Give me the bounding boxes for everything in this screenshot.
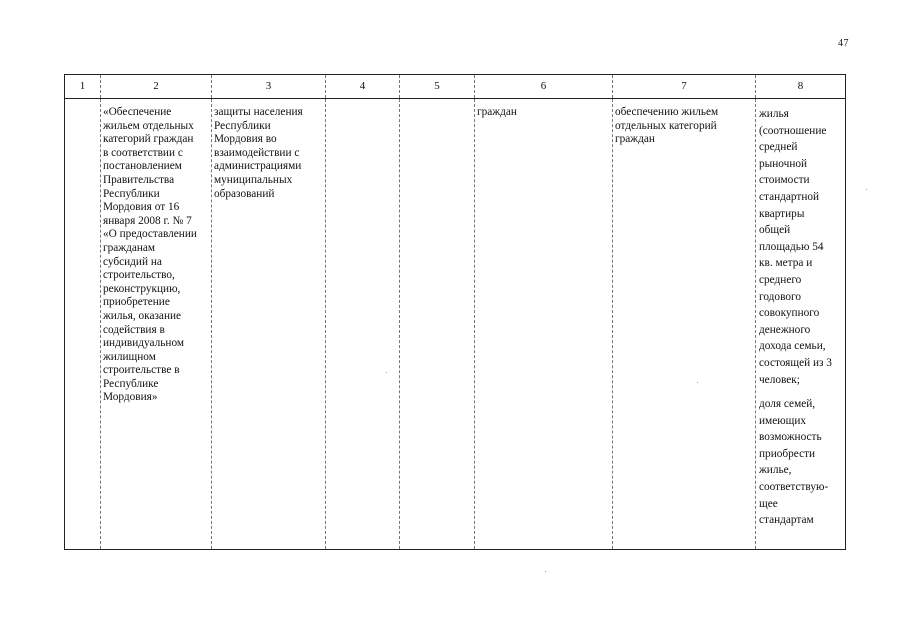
column-header-7: 7 (613, 75, 756, 99)
col7-text: обеспечению жильем отдельных категорий граждан (615, 106, 719, 146)
indicator-paragraph-1: жилья (соотношение средней рыночной стоимости стандартной квартиры общей площадью 54 кв. метра и среднего годового совокупного денежного дохода семьи, состоящей из 3 человек; (759, 108, 832, 386)
cell-col4 (326, 99, 400, 550)
scan-speck (545, 571, 546, 572)
cell-col8 (756, 99, 846, 550)
column-header-2: 2 (101, 75, 212, 99)
cell-col5 (400, 99, 475, 550)
column-header-3: 3 (212, 75, 326, 99)
column-header-6: 6 (475, 75, 613, 99)
header-row (65, 75, 846, 99)
indicator-paragraph-2: доля семей, имеющих возможность приобрести жилье, соответствую- щее стандартам (759, 398, 829, 527)
page-number: 47 (838, 38, 849, 49)
scan-speck (866, 189, 867, 190)
program-name-text: «Обеспечение жильем отдельных категорий граждан в соответствии с постановлением Правительства Республики Мордовия от 16 января 2008 г. № 7 «О предоставлении гражданам субсидий на строительство, реконструкцию, приобретение жилья, оказание содействия в индивидуальном жилищном строительстве в Республике Мордовия» (103, 106, 197, 404)
scan-speck (386, 372, 387, 373)
cell-col3 (212, 99, 326, 550)
cell-col2 (101, 99, 212, 550)
column-header-1: 1 (65, 75, 101, 99)
cell-col6 (475, 99, 613, 550)
column-header-8: 8 (756, 75, 846, 99)
cell-col1 (65, 99, 101, 550)
column-header-4: 4 (326, 75, 400, 99)
executor-text: защиты населения Республики Мордовия во взаимодействии с администрациями муниципальных образований (214, 106, 303, 200)
cell-col7 (613, 99, 756, 550)
table-row (65, 99, 846, 550)
col6-text: граждан (477, 106, 517, 118)
column-header-5: 5 (400, 75, 475, 99)
scan-speck (697, 382, 698, 383)
program-table (64, 74, 846, 550)
